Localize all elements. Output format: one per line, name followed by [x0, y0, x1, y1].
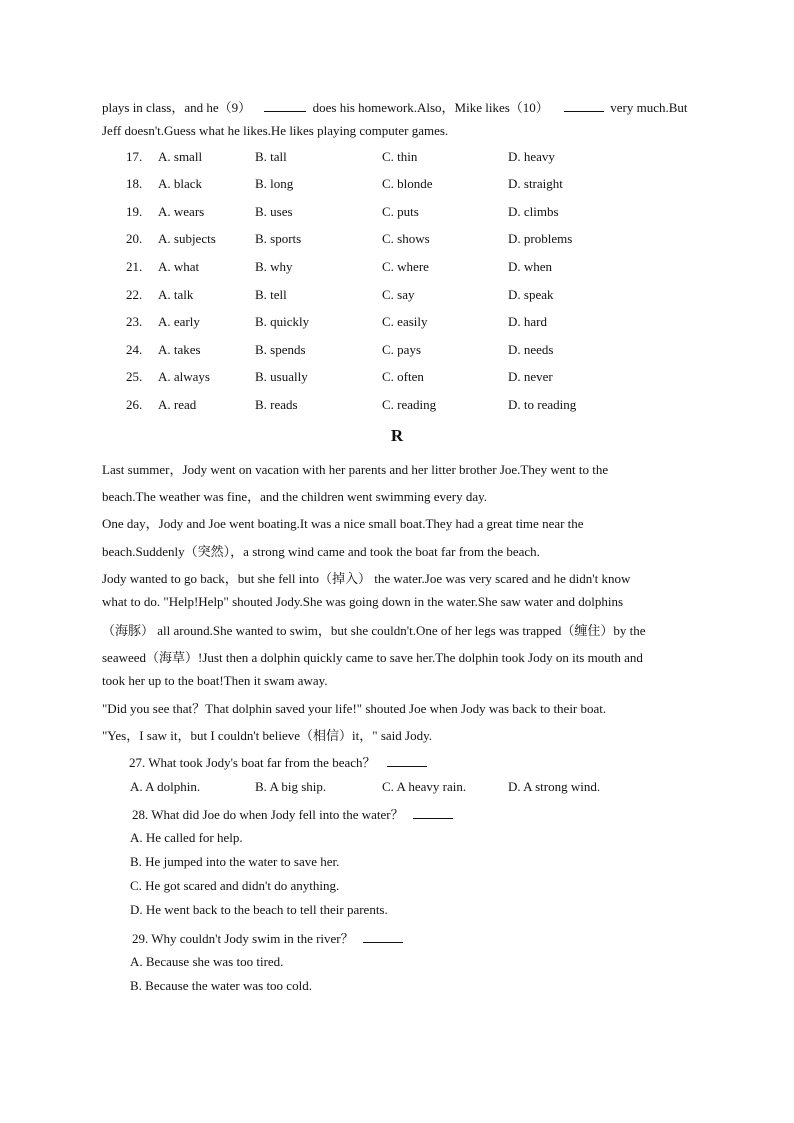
option-b[interactable]: B. quickly: [255, 314, 310, 329]
option-a[interactable]: A. subjects: [158, 231, 216, 246]
answer-blank-9[interactable]: [264, 99, 306, 112]
passage-line: "Yes，I saw it，but I couldn't believe（相信）it，" said Jody.: [102, 728, 432, 743]
intro-text-c: very much.But: [610, 100, 688, 115]
passage-line: Last summer，Jody went on vacation with her parents and her litter brother Joe.They went to the: [102, 462, 609, 477]
option-b[interactable]: B. tall: [255, 149, 287, 164]
option-c[interactable]: C. pays: [382, 342, 421, 357]
question-stem: 27. What took Jody's boat far from the beach？: [129, 755, 376, 770]
option-b[interactable]: B. usually: [255, 369, 308, 384]
intro-line-2: Jeff doesn't.Guess what he likes.He likes playing computer games.: [102, 123, 449, 138]
question-29: [132, 928, 403, 947]
question-stem: 28. What did Joe do when Jody fell into the water？: [132, 807, 404, 822]
option-c[interactable]: C. where: [382, 259, 429, 274]
option-b[interactable]: B. reads: [255, 397, 298, 412]
question-number: 24.: [126, 342, 143, 357]
option-a[interactable]: A. He called for help.: [130, 830, 243, 845]
passage-line: beach.Suddenly（突然），a strong wind came and took the boat far from the beach.: [102, 544, 540, 559]
option-c[interactable]: C. say: [382, 287, 415, 302]
question-27: [129, 752, 427, 771]
question-28: [132, 804, 453, 823]
question-number: 21.: [126, 259, 143, 274]
option-c[interactable]: C. A heavy rain.: [382, 779, 467, 794]
option-a[interactable]: A. wears: [158, 204, 205, 219]
option-a[interactable]: A. black: [158, 176, 203, 191]
question-stem: 29. Why couldn't Jody swim in the river？: [132, 931, 354, 946]
option-a[interactable]: A. what: [158, 259, 200, 274]
option-d[interactable]: D. A strong wind.: [508, 779, 601, 794]
option-b[interactable]: B. tell: [255, 287, 287, 302]
question-number: 25.: [126, 369, 143, 384]
option-a[interactable]: A. small: [158, 149, 203, 164]
option-b[interactable]: B. He jumped into the water to save her.: [130, 854, 340, 869]
question-number: 23.: [126, 314, 143, 329]
option-b[interactable]: B. uses: [255, 204, 293, 219]
passage-line: Jody wanted to go back，but she fell into（掉入） the water.Joe was very scared and he didn't know: [102, 571, 631, 586]
passage-line: took her up to the boat!Then it swam away.: [102, 673, 328, 688]
option-d[interactable]: D. never: [508, 369, 553, 384]
question-number: 26.: [126, 397, 143, 412]
option-b[interactable]: B. A big ship.: [255, 779, 327, 794]
intro-line-1: [102, 97, 688, 116]
passage-line: seaweed（海草）!Just then a dolphin quickly came to save her.The dolphin took Jody on its mouth and: [102, 650, 643, 665]
option-c[interactable]: C. He got scared and didn't do anything.: [130, 878, 340, 893]
answer-blank-27[interactable]: [387, 754, 427, 767]
passage-line: "Did you see that？That dolphin saved your life!" shouted Joe when Jody was back to their boat.: [102, 701, 607, 716]
question-number: 20.: [126, 231, 143, 246]
question-number: 18.: [126, 176, 143, 191]
option-d[interactable]: D. hard: [508, 314, 547, 329]
option-b[interactable]: B. spends: [255, 342, 306, 357]
option-b[interactable]: B. why: [255, 259, 293, 274]
option-d[interactable]: D. to reading: [508, 397, 577, 412]
passage-line: （海豚） all around.She wanted to swim，but she couldn't.One of her legs was trapped（缠住）by the: [102, 623, 646, 638]
option-d[interactable]: D. He went back to the beach to tell their parents.: [130, 902, 388, 917]
option-b[interactable]: B. long: [255, 176, 294, 191]
section-heading: R: [390, 426, 404, 445]
option-a[interactable]: A. takes: [158, 342, 201, 357]
option-a[interactable]: A. talk: [158, 287, 194, 302]
option-c[interactable]: C. shows: [382, 231, 430, 246]
option-d[interactable]: D. needs: [508, 342, 554, 357]
option-a[interactable]: A. read: [158, 397, 197, 412]
intro-text-a: plays in class，and he（9）: [102, 100, 252, 115]
option-c[interactable]: C. often: [382, 369, 424, 384]
option-d[interactable]: D. straight: [508, 176, 563, 191]
option-a[interactable]: A. A dolphin.: [130, 779, 201, 794]
answer-blank-28[interactable]: [413, 806, 453, 819]
intro-text-b: does his homework.Also，Mike likes（10）: [312, 100, 549, 115]
passage-line: One day，Jody and Joe went boating.It was a nice small boat.They had a great time near the: [102, 516, 584, 531]
option-a[interactable]: A. always: [158, 369, 210, 384]
passage-line: beach.The weather was fine，and the children went swimming every day.: [102, 489, 488, 504]
option-b[interactable]: B. Because the water was too cold.: [130, 978, 312, 993]
option-c[interactable]: C. reading: [382, 397, 437, 412]
option-d[interactable]: D. problems: [508, 231, 573, 246]
question-number: 22.: [126, 287, 143, 302]
option-a[interactable]: A. Because she was too tired.: [130, 954, 284, 969]
option-d[interactable]: D. when: [508, 259, 553, 274]
question-number: 19.: [126, 204, 143, 219]
option-c[interactable]: C. easily: [382, 314, 428, 329]
question-number: 17.: [126, 149, 143, 164]
option-a[interactable]: A. early: [158, 314, 200, 329]
option-b[interactable]: B. sports: [255, 231, 302, 246]
option-d[interactable]: D. speak: [508, 287, 554, 302]
option-c[interactable]: C. thin: [382, 149, 418, 164]
passage-line: what to do. "Help!Help" shouted Jody.She was going down in the water.She saw water and dolphins: [102, 594, 624, 609]
option-d[interactable]: D. climbs: [508, 204, 559, 219]
answer-blank-29[interactable]: [363, 930, 403, 943]
option-c[interactable]: C. blonde: [382, 176, 433, 191]
answer-blank-10[interactable]: [564, 99, 604, 112]
option-c[interactable]: C. puts: [382, 204, 419, 219]
option-d[interactable]: D. heavy: [508, 149, 555, 164]
